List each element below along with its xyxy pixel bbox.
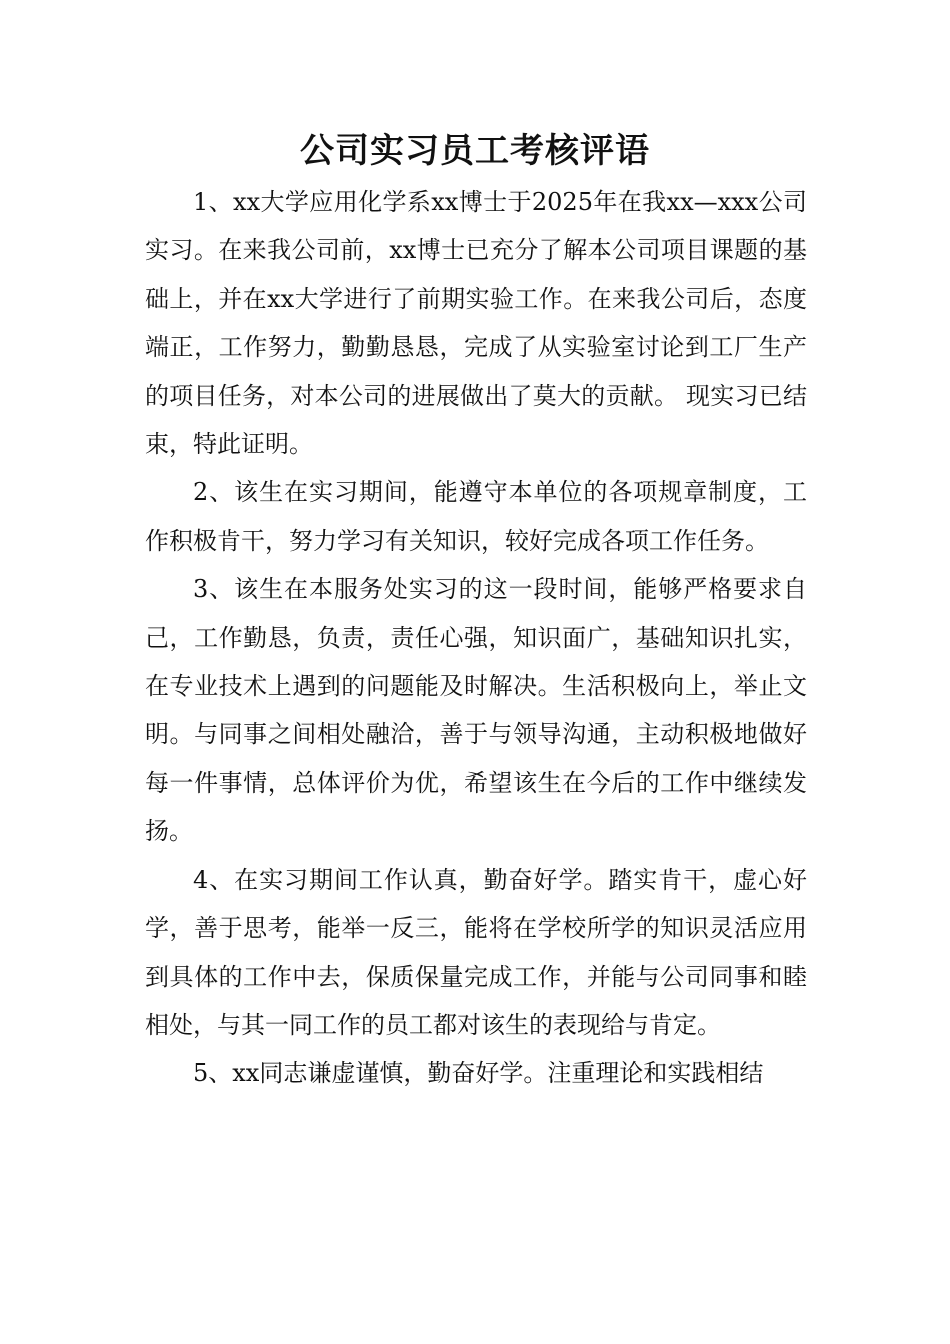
- paragraph-3: 3、该生在本服务处实习的这一段时间，能够严格要求自己，工作勤恳，负责，责任心强，知识面广，基础知识扎实，在专业技术上遇到的问题能及时解决。生活积极向上，举止文明。与同事之间相处融洽，善于与领导沟通，主动积极地做好每一件事情，总体评价为优，希望该生在今后的工作中继续发扬。: [145, 575, 807, 846]
- document-body: [145, 178, 807, 1098]
- paragraph-1: 1、xx大学应用化学系xx博士于2025年在我xx—xxx公司实习。在来我公司前，xx博士已充分了解本公司项目课题的基础上，并在xx大学进行了前期实验工作。在来我公司后，态度端正，工作努力，勤勤恳恳，完成了从实验室讨论到工厂生产的项目任务，对本公司的进展做出了莫大的贡献。 现实习已结束，特此证明。: [145, 188, 807, 459]
- document-title: 公司实习员工考核评语: [300, 131, 650, 171]
- paragraph-2: 2、该生在实习期间，能遵守本单位的各项规章制度，工作积极肯干，努力学习有关知识，较好完成各项工作任务。: [145, 478, 807, 555]
- paragraph-5: 5、xx同志谦虚谨慎，勤奋好学。注重理论和实践相结: [193, 1059, 764, 1088]
- paragraph-4: 4、在实习期间工作认真，勤奋好学。踏实肯干，虚心好学，善于思考，能举一反三，能将在学校所学的知识灵活应用到具体的工作中去，保质保量完成工作，并能与公司同事和睦相处，与其一同工作的员工都对该生的表现给与肯定。: [145, 865, 807, 1039]
